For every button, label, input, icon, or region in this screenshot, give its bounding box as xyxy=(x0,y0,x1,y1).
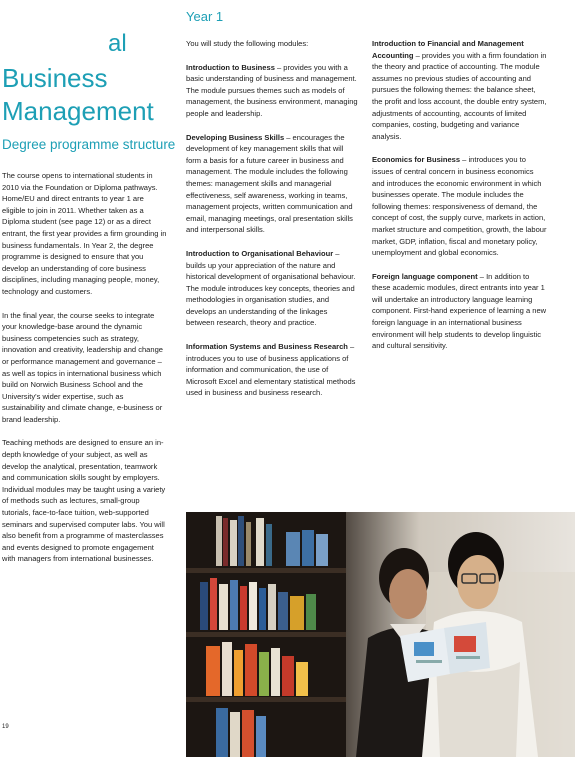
module-title: Foreign language component xyxy=(372,271,478,281)
module-text: – In addition to these academic modules, direct entrants into year 1 will undertake an introductory language learning component. First-hand experience of learning a new foreign language in an international business environment will help students to develop linguistic and cultural sensitivity. xyxy=(372,271,547,351)
year-heading: Year 1 xyxy=(186,9,224,24)
title-fragment: al xyxy=(108,30,127,57)
module-title: Introduction to Business xyxy=(186,62,275,72)
title-line-1: Business xyxy=(2,63,108,93)
module-text: – provides you with a basic understanding of business and management. The module pursues themes such as models of management, the business environment, managing people and leadership. xyxy=(186,62,358,118)
left-paragraph: Teaching methods are designed to ensure an in-depth knowledge of your subject, as well as develop the analytical, presentation, teamwork and communication skills sought by employers. Individual modules may be taught using a variety of methods such as lectures, small-group tutorials, face-to-face tuition, web-supported seminars and supervised computer labs. You will also benefit from a programme of masterclasses and events designed to promote engagement with managers from international businesses. xyxy=(2,438,166,564)
module-text: – provides you with a firm foundation in the theory and practice of accounting. The module assumes no previous studies of accounting and pursues the following themes: the balance sheet, the profit and loss account, the double entry system, adjustments of accounting, accounts of limited companies, costing, budgeting and variance analysis. xyxy=(372,50,547,141)
module-text: – builds up your appreciation of the nature and historical development of organisational behaviour. The module introduces key concepts, theories and methodologies in organisation studies, and develops an understanding of the linkages between research, theory and practice. xyxy=(186,248,356,328)
modules-intro: You will study the following modules: xyxy=(186,39,309,48)
module-title: Information Systems and Business Research xyxy=(186,342,348,352)
page-title xyxy=(2,62,154,128)
right-column xyxy=(372,38,548,364)
students-library-photo xyxy=(186,512,575,757)
module-entry xyxy=(372,38,548,142)
module-entry xyxy=(186,341,358,399)
module-text: – encourages the development of key management skills that will form a basis for a future career in business and management. The module includes the following themes: management skills and managerial effectiveness, self awareness, working in teams, management projects, written communication and email, managing meetings, oral presentation skills and interpersonal skills. xyxy=(186,132,353,235)
module-title: Introduction to Organisational Behaviour xyxy=(186,248,334,258)
module-title: Introduction to Financial and Management Accounting xyxy=(372,39,524,60)
left-paragraph: In the final year, the course seeks to integrate your knowledge-base around the dynamic business competencies such as strategy, innovation and creativity, leadership and change or performance management and governance – as well as topics in international business which build on Norwich Business School and the University's wider expertise, such as sustainability and climate change, e-business or brand leadership. xyxy=(2,310,163,424)
module-entry xyxy=(372,271,548,352)
middle-column xyxy=(186,38,358,411)
module-text: – introduces you to use of business applications of information and communication, the use of Microsoft Excel and elementary statistical methods used in business and business research. xyxy=(186,342,356,398)
module-entry xyxy=(186,132,358,236)
page-number: 19 xyxy=(2,724,9,730)
section-subtitle: Degree programme structure xyxy=(2,137,176,152)
left-paragraph: The course opens to international students in 2010 via the Foundation or Diploma pathways. Home/EU and direct entrants to year 1 are eligible to join in 2011. Whether taken as a Diploma student (see page 12) or as a direct entrant, the first year provides a firm grounding in business fundamentals. In Year 2, the degree programme is designed to ensure that you develop an understanding of core business disciplines, including managing people, money, technology and customers. xyxy=(2,171,167,296)
title-line-2: Management xyxy=(2,96,154,126)
module-entry xyxy=(186,248,358,329)
module-entry xyxy=(186,62,358,120)
module-title: Economics for Business xyxy=(372,155,461,165)
module-entry xyxy=(372,154,548,258)
module-text: – introduces you to issues of central concern in business economics and introduces the economic environment in which businesses operate. The module includes the following themes: responsiveness of demand, the concept of cost, the supply curve, markets in action, market structure and competition, growth, the labour market, GDP, inflation, fiscal and monetary policy, unemployment and global economics. xyxy=(372,155,547,258)
module-title: Developing Business Skills xyxy=(186,132,285,142)
left-column xyxy=(2,170,168,577)
